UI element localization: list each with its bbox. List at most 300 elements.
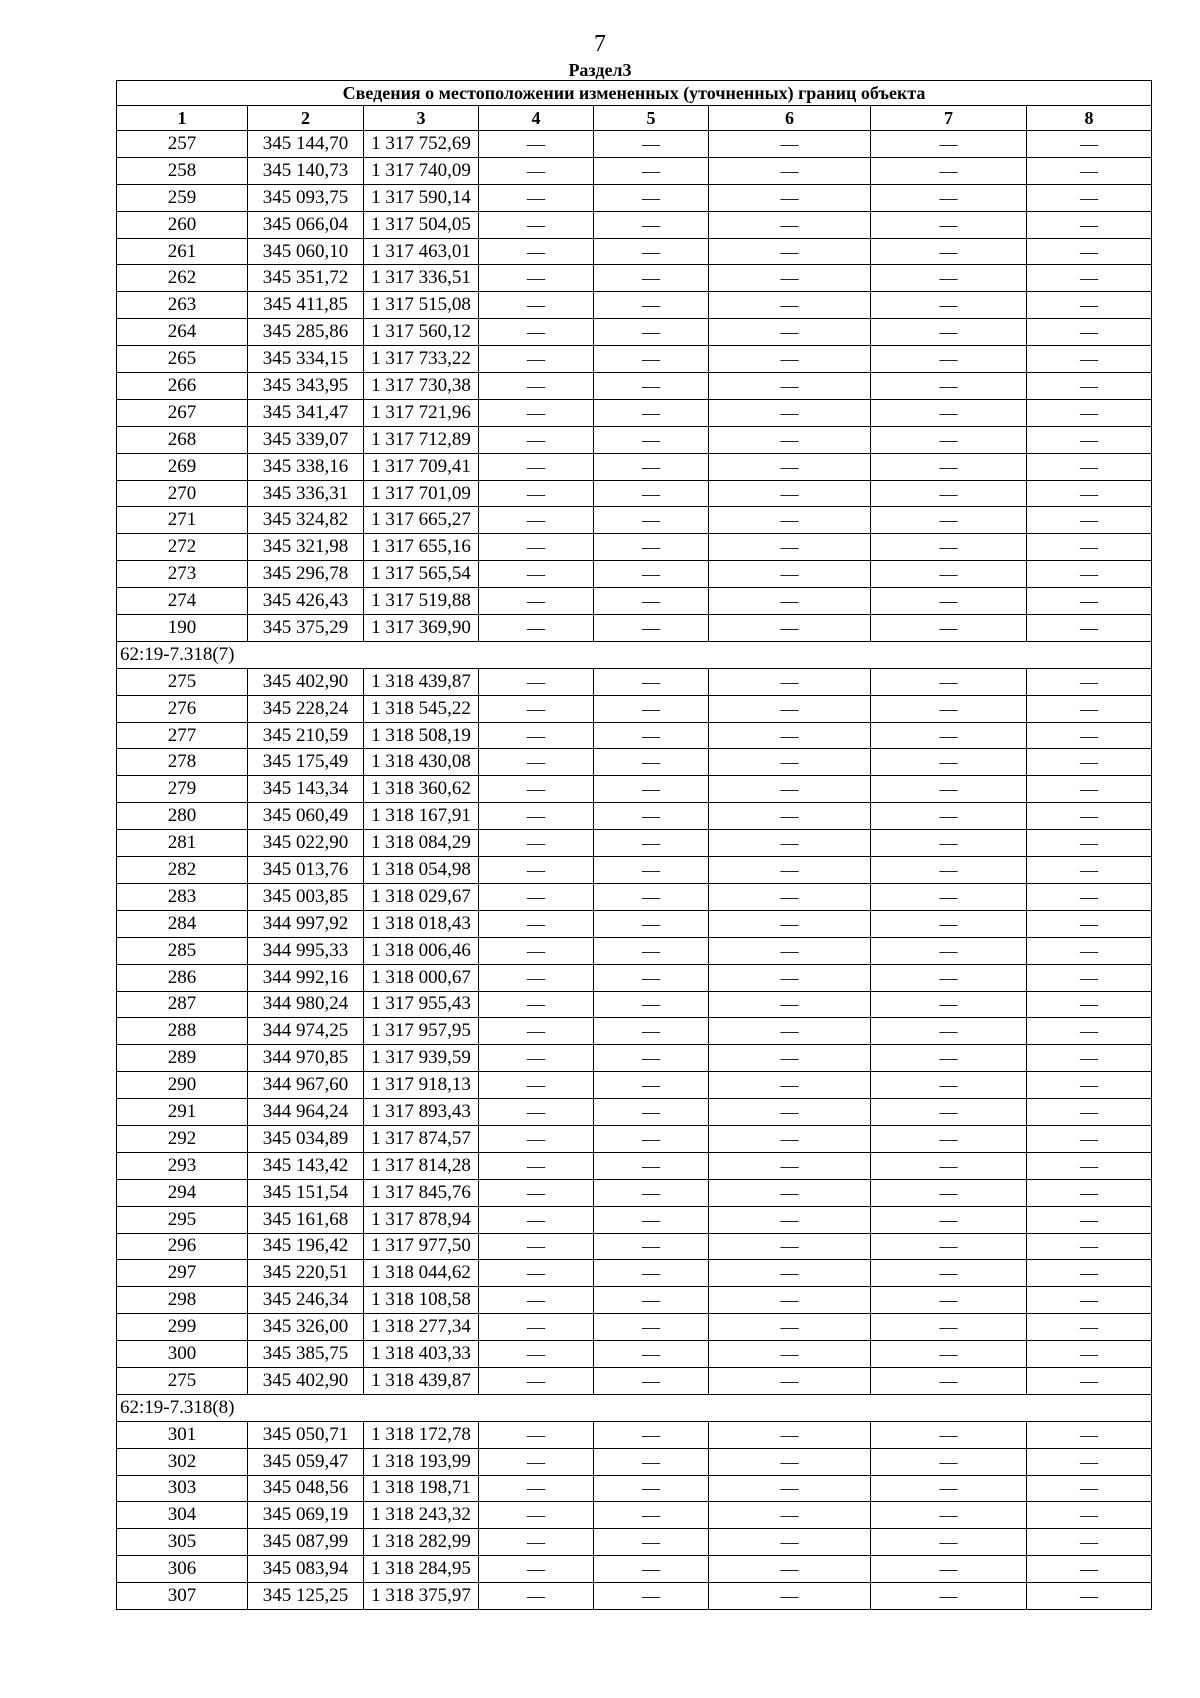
table-row <box>117 1529 1152 1556</box>
empty-value-cell: — <box>709 615 871 642</box>
empty-value-cell: — <box>479 749 594 776</box>
table-row <box>117 373 1152 400</box>
empty-value-cell: — <box>479 1018 594 1045</box>
empty-value-cell: — <box>594 157 709 184</box>
empty-value-cell: — <box>871 265 1027 292</box>
empty-value-cell: — <box>1027 1448 1152 1475</box>
coordinate-x-cell: 345 093,75 <box>248 184 364 211</box>
empty-value-cell: — <box>594 776 709 803</box>
empty-value-cell: — <box>594 131 709 158</box>
table-row <box>117 910 1152 937</box>
point-number-cell: 275 <box>117 1367 248 1394</box>
point-number-cell: 293 <box>117 1152 248 1179</box>
empty-value-cell: — <box>709 265 871 292</box>
empty-value-cell: — <box>594 319 709 346</box>
empty-value-cell: — <box>709 1260 871 1287</box>
coordinate-x-cell: 345 334,15 <box>248 346 364 373</box>
empty-value-cell: — <box>871 238 1027 265</box>
empty-value-cell: — <box>479 668 594 695</box>
empty-value-cell: — <box>871 292 1027 319</box>
empty-value-cell: — <box>709 184 871 211</box>
coordinate-x-cell: 345 402,90 <box>248 1367 364 1394</box>
empty-value-cell: — <box>479 480 594 507</box>
coordinate-x-cell: 345 050,71 <box>248 1421 364 1448</box>
group-label-row <box>117 1394 1152 1421</box>
empty-value-cell: — <box>709 480 871 507</box>
table-row <box>117 292 1152 319</box>
point-number-cell: 291 <box>117 1099 248 1126</box>
empty-value-cell: — <box>479 1260 594 1287</box>
empty-value-cell: — <box>594 265 709 292</box>
empty-value-cell: — <box>709 1072 871 1099</box>
coordinate-x-cell: 345 210,59 <box>248 722 364 749</box>
point-number-cell: 283 <box>117 883 248 910</box>
coordinate-y-cell: 1 318 029,67 <box>364 883 479 910</box>
table-row <box>117 991 1152 1018</box>
empty-value-cell: — <box>709 749 871 776</box>
table-row <box>117 1341 1152 1368</box>
point-number-cell: 269 <box>117 453 248 480</box>
empty-value-cell: — <box>1027 1314 1152 1341</box>
empty-value-cell: — <box>871 1529 1027 1556</box>
point-number-cell: 260 <box>117 211 248 238</box>
coordinate-x-cell: 344 970,85 <box>248 1045 364 1072</box>
empty-value-cell: — <box>479 157 594 184</box>
empty-value-cell: — <box>709 1179 871 1206</box>
point-number-cell: 285 <box>117 937 248 964</box>
table-row <box>117 1583 1152 1610</box>
coordinate-y-cell: 1 317 515,08 <box>364 292 479 319</box>
empty-value-cell: — <box>1027 157 1152 184</box>
empty-value-cell: — <box>1027 1421 1152 1448</box>
coordinate-x-cell: 345 296,78 <box>248 561 364 588</box>
point-number-cell: 267 <box>117 399 248 426</box>
empty-value-cell: — <box>1027 1018 1152 1045</box>
empty-value-cell: — <box>709 1421 871 1448</box>
empty-value-cell: — <box>1027 910 1152 937</box>
empty-value-cell: — <box>1027 211 1152 238</box>
empty-value-cell: — <box>1027 830 1152 857</box>
coordinate-x-cell: 345 411,85 <box>248 292 364 319</box>
table-row <box>117 937 1152 964</box>
coordinate-x-cell: 344 980,24 <box>248 991 364 1018</box>
point-number-cell: 281 <box>117 830 248 857</box>
empty-value-cell: — <box>871 1448 1027 1475</box>
coordinate-y-cell: 1 318 439,87 <box>364 1367 479 1394</box>
empty-value-cell: — <box>594 1072 709 1099</box>
empty-value-cell: — <box>594 399 709 426</box>
point-number-cell: 190 <box>117 615 248 642</box>
empty-value-cell: — <box>479 453 594 480</box>
empty-value-cell: — <box>871 615 1027 642</box>
table-row <box>117 749 1152 776</box>
empty-value-cell: — <box>1027 615 1152 642</box>
empty-value-cell: — <box>479 857 594 884</box>
coordinate-x-cell: 345 069,19 <box>248 1502 364 1529</box>
empty-value-cell: — <box>871 157 1027 184</box>
point-number-cell: 273 <box>117 561 248 588</box>
coordinate-x-cell: 345 151,54 <box>248 1179 364 1206</box>
coordinate-y-cell: 1 318 360,62 <box>364 776 479 803</box>
empty-value-cell: — <box>871 749 1027 776</box>
table-row <box>117 1018 1152 1045</box>
point-number-cell: 275 <box>117 668 248 695</box>
empty-value-cell: — <box>1027 238 1152 265</box>
coordinate-y-cell: 1 318 282,99 <box>364 1529 479 1556</box>
empty-value-cell: — <box>871 964 1027 991</box>
point-number-cell: 266 <box>117 373 248 400</box>
empty-value-cell: — <box>594 615 709 642</box>
empty-value-cell: — <box>594 1152 709 1179</box>
empty-value-cell: — <box>871 507 1027 534</box>
empty-value-cell: — <box>479 346 594 373</box>
table-row <box>117 1367 1152 1394</box>
empty-value-cell: — <box>479 722 594 749</box>
empty-value-cell: — <box>594 561 709 588</box>
empty-value-cell: — <box>709 157 871 184</box>
coordinate-y-cell: 1 317 955,43 <box>364 991 479 1018</box>
empty-value-cell: — <box>594 1583 709 1610</box>
empty-value-cell: — <box>479 373 594 400</box>
empty-value-cell: — <box>1027 964 1152 991</box>
coordinate-y-cell: 1 317 336,51 <box>364 265 479 292</box>
empty-value-cell: — <box>479 1206 594 1233</box>
coordinate-x-cell: 345 343,95 <box>248 373 364 400</box>
point-number-cell: 288 <box>117 1018 248 1045</box>
coordinate-y-cell: 1 317 655,16 <box>364 534 479 561</box>
table-row <box>117 1152 1152 1179</box>
coordinate-y-cell: 1 317 369,90 <box>364 615 479 642</box>
empty-value-cell: — <box>871 695 1027 722</box>
column-header: 5 <box>594 106 709 131</box>
empty-value-cell: — <box>479 1475 594 1502</box>
table-row <box>117 426 1152 453</box>
empty-value-cell: — <box>1027 1529 1152 1556</box>
empty-value-cell: — <box>479 1529 594 1556</box>
empty-value-cell: — <box>709 507 871 534</box>
coordinate-x-cell: 345 066,04 <box>248 211 364 238</box>
table-row <box>117 1233 1152 1260</box>
empty-value-cell: — <box>594 803 709 830</box>
empty-value-cell: — <box>479 1099 594 1126</box>
point-number-cell: 278 <box>117 749 248 776</box>
empty-value-cell: — <box>594 1502 709 1529</box>
coordinate-y-cell: 1 318 006,46 <box>364 937 479 964</box>
coordinate-y-cell: 1 317 918,13 <box>364 1072 479 1099</box>
empty-value-cell: — <box>479 507 594 534</box>
coordinate-y-cell: 1 318 439,87 <box>364 668 479 695</box>
empty-value-cell: — <box>479 695 594 722</box>
empty-value-cell: — <box>479 964 594 991</box>
coordinate-y-cell: 1 318 508,19 <box>364 722 479 749</box>
point-number-cell: 268 <box>117 426 248 453</box>
coordinate-y-cell: 1 318 000,67 <box>364 964 479 991</box>
empty-value-cell: — <box>1027 695 1152 722</box>
empty-value-cell: — <box>871 937 1027 964</box>
page-number: 7 <box>594 31 606 57</box>
empty-value-cell: — <box>871 561 1027 588</box>
table-row <box>117 776 1152 803</box>
empty-value-cell: — <box>479 1233 594 1260</box>
empty-value-cell: — <box>709 238 871 265</box>
empty-value-cell: — <box>709 1502 871 1529</box>
table-row <box>117 1260 1152 1287</box>
table-body <box>117 81 1152 1610</box>
empty-value-cell: — <box>594 1421 709 1448</box>
table-title-row <box>117 81 1152 106</box>
empty-value-cell: — <box>871 1583 1027 1610</box>
section-title: Раздел3 <box>568 60 632 80</box>
empty-value-cell: — <box>709 1448 871 1475</box>
empty-value-cell: — <box>594 964 709 991</box>
empty-value-cell: — <box>594 857 709 884</box>
coordinate-x-cell: 345 125,25 <box>248 1583 364 1610</box>
table-row <box>117 534 1152 561</box>
group-label-row <box>117 641 1152 668</box>
empty-value-cell: — <box>594 1448 709 1475</box>
empty-value-cell: — <box>594 1341 709 1368</box>
empty-value-cell: — <box>709 1045 871 1072</box>
table-row <box>117 1475 1152 1502</box>
empty-value-cell: — <box>479 991 594 1018</box>
empty-value-cell: — <box>1027 1260 1152 1287</box>
coordinate-y-cell: 1 317 893,43 <box>364 1099 479 1126</box>
table-row <box>117 561 1152 588</box>
empty-value-cell: — <box>871 1018 1027 1045</box>
empty-value-cell: — <box>479 534 594 561</box>
empty-value-cell: — <box>871 1152 1027 1179</box>
coordinate-y-cell: 1 318 167,91 <box>364 803 479 830</box>
point-number-cell: 280 <box>117 803 248 830</box>
empty-value-cell: — <box>871 1260 1027 1287</box>
empty-value-cell: — <box>594 534 709 561</box>
table-row <box>117 588 1152 615</box>
empty-value-cell: — <box>1027 588 1152 615</box>
empty-value-cell: — <box>1027 426 1152 453</box>
empty-value-cell: — <box>709 319 871 346</box>
empty-value-cell: — <box>594 1125 709 1152</box>
empty-value-cell: — <box>871 910 1027 937</box>
empty-value-cell: — <box>1027 1287 1152 1314</box>
point-number-cell: 261 <box>117 238 248 265</box>
empty-value-cell: — <box>479 1341 594 1368</box>
empty-value-cell: — <box>709 1152 871 1179</box>
coordinate-y-cell: 1 318 198,71 <box>364 1475 479 1502</box>
empty-value-cell: — <box>709 776 871 803</box>
empty-value-cell: — <box>594 1233 709 1260</box>
coordinate-x-cell: 345 059,47 <box>248 1448 364 1475</box>
table-row <box>117 131 1152 158</box>
coordinate-x-cell: 345 220,51 <box>248 1260 364 1287</box>
empty-value-cell: — <box>709 588 871 615</box>
coordinate-x-cell: 345 083,94 <box>248 1556 364 1583</box>
empty-value-cell: — <box>709 857 871 884</box>
coordinate-y-cell: 1 317 752,69 <box>364 131 479 158</box>
empty-value-cell: — <box>1027 507 1152 534</box>
point-number-cell: 282 <box>117 857 248 884</box>
empty-value-cell: — <box>709 346 871 373</box>
table-row <box>117 1045 1152 1072</box>
table-row <box>117 1421 1152 1448</box>
empty-value-cell: — <box>1027 1125 1152 1152</box>
empty-value-cell: — <box>479 1502 594 1529</box>
empty-value-cell: — <box>871 830 1027 857</box>
empty-value-cell: — <box>594 910 709 937</box>
table-row <box>117 964 1152 991</box>
empty-value-cell: — <box>594 184 709 211</box>
empty-value-cell: — <box>871 1072 1027 1099</box>
coordinate-x-cell: 345 385,75 <box>248 1341 364 1368</box>
coordinate-x-cell: 345 060,10 <box>248 238 364 265</box>
empty-value-cell: — <box>709 991 871 1018</box>
coordinate-x-cell: 345 324,82 <box>248 507 364 534</box>
coordinate-x-cell: 345 326,00 <box>248 1314 364 1341</box>
empty-value-cell: — <box>709 373 871 400</box>
empty-value-cell: — <box>709 534 871 561</box>
coordinate-y-cell: 1 318 430,08 <box>364 749 479 776</box>
coordinate-x-cell: 345 034,89 <box>248 1125 364 1152</box>
table-row <box>117 803 1152 830</box>
coordinate-y-cell: 1 318 193,99 <box>364 1448 479 1475</box>
empty-value-cell: — <box>709 292 871 319</box>
empty-value-cell: — <box>871 1179 1027 1206</box>
coordinate-x-cell: 345 336,31 <box>248 480 364 507</box>
point-number-cell: 274 <box>117 588 248 615</box>
empty-value-cell: — <box>1027 1502 1152 1529</box>
empty-value-cell: — <box>871 534 1027 561</box>
empty-value-cell: — <box>479 1287 594 1314</box>
empty-value-cell: — <box>709 1583 871 1610</box>
empty-value-cell: — <box>709 1341 871 1368</box>
coordinate-y-cell: 1 317 463,01 <box>364 238 479 265</box>
empty-value-cell: — <box>1027 346 1152 373</box>
empty-value-cell: — <box>1027 1233 1152 1260</box>
coordinate-y-cell: 1 318 018,43 <box>364 910 479 937</box>
coordinate-y-cell: 1 317 845,76 <box>364 1179 479 1206</box>
empty-value-cell: — <box>594 1556 709 1583</box>
point-number-cell: 294 <box>117 1179 248 1206</box>
coordinate-y-cell: 1 317 939,59 <box>364 1045 479 1072</box>
empty-value-cell: — <box>871 453 1027 480</box>
empty-value-cell: — <box>1027 1367 1152 1394</box>
empty-value-cell: — <box>1027 937 1152 964</box>
column-header: 8 <box>1027 106 1152 131</box>
empty-value-cell: — <box>871 668 1027 695</box>
coordinate-x-cell: 345 246,34 <box>248 1287 364 1314</box>
empty-value-cell: — <box>709 561 871 588</box>
empty-value-cell: — <box>594 426 709 453</box>
empty-value-cell: — <box>594 1475 709 1502</box>
empty-value-cell: — <box>1027 561 1152 588</box>
coordinate-x-cell: 344 967,60 <box>248 1072 364 1099</box>
coordinate-x-cell: 345 321,98 <box>248 534 364 561</box>
empty-value-cell: — <box>479 1314 594 1341</box>
empty-value-cell: — <box>709 1287 871 1314</box>
coordinate-x-cell: 345 285,86 <box>248 319 364 346</box>
empty-value-cell: — <box>594 883 709 910</box>
empty-value-cell: — <box>479 184 594 211</box>
empty-value-cell: — <box>479 211 594 238</box>
empty-value-cell: — <box>1027 991 1152 1018</box>
column-header-row <box>117 106 1152 131</box>
empty-value-cell: — <box>479 426 594 453</box>
empty-value-cell: — <box>594 1367 709 1394</box>
point-number-cell: 298 <box>117 1287 248 1314</box>
empty-value-cell: — <box>871 1502 1027 1529</box>
empty-value-cell: — <box>871 480 1027 507</box>
empty-value-cell: — <box>479 937 594 964</box>
table-row <box>117 1179 1152 1206</box>
empty-value-cell: — <box>479 1179 594 1206</box>
empty-value-cell: — <box>594 373 709 400</box>
empty-value-cell: — <box>871 1314 1027 1341</box>
empty-value-cell: — <box>709 1529 871 1556</box>
table-row <box>117 399 1152 426</box>
empty-value-cell: — <box>594 211 709 238</box>
empty-value-cell: — <box>1027 776 1152 803</box>
empty-value-cell: — <box>871 319 1027 346</box>
table-row <box>117 1099 1152 1126</box>
table-row <box>117 615 1152 642</box>
empty-value-cell: — <box>479 238 594 265</box>
point-number-cell: 292 <box>117 1125 248 1152</box>
point-number-cell: 272 <box>117 534 248 561</box>
coordinate-x-cell: 345 143,34 <box>248 776 364 803</box>
table-row <box>117 265 1152 292</box>
coordinate-x-cell: 345 161,68 <box>248 1206 364 1233</box>
empty-value-cell: — <box>871 426 1027 453</box>
empty-value-cell: — <box>594 1045 709 1072</box>
empty-value-cell: — <box>479 803 594 830</box>
coordinate-x-cell: 345 087,99 <box>248 1529 364 1556</box>
coordinate-y-cell: 1 317 504,05 <box>364 211 479 238</box>
table-row <box>117 830 1152 857</box>
coordinate-y-cell: 1 317 721,96 <box>364 399 479 426</box>
column-header: 2 <box>248 106 364 131</box>
empty-value-cell: — <box>709 1233 871 1260</box>
empty-value-cell: — <box>1027 857 1152 884</box>
coordinate-y-cell: 1 317 565,54 <box>364 561 479 588</box>
empty-value-cell: — <box>871 722 1027 749</box>
coordinate-y-cell: 1 317 733,22 <box>364 346 479 373</box>
empty-value-cell: — <box>479 399 594 426</box>
empty-value-cell: — <box>479 1583 594 1610</box>
empty-value-cell: — <box>1027 399 1152 426</box>
coordinate-y-cell: 1 317 709,41 <box>364 453 479 480</box>
empty-value-cell: — <box>709 211 871 238</box>
empty-value-cell: — <box>871 346 1027 373</box>
empty-value-cell: — <box>594 346 709 373</box>
empty-value-cell: — <box>1027 292 1152 319</box>
coordinate-x-cell: 345 228,24 <box>248 695 364 722</box>
empty-value-cell: — <box>594 991 709 1018</box>
empty-value-cell: — <box>709 1125 871 1152</box>
point-number-cell: 304 <box>117 1502 248 1529</box>
table-row <box>117 1206 1152 1233</box>
point-number-cell: 305 <box>117 1529 248 1556</box>
point-number-cell: 259 <box>117 184 248 211</box>
coordinate-y-cell: 1 318 084,29 <box>364 830 479 857</box>
point-number-cell: 302 <box>117 1448 248 1475</box>
empty-value-cell: — <box>594 1529 709 1556</box>
empty-value-cell: — <box>479 588 594 615</box>
empty-value-cell: — <box>594 480 709 507</box>
table-row <box>117 1556 1152 1583</box>
point-number-cell: 290 <box>117 1072 248 1099</box>
coordinate-x-cell: 345 048,56 <box>248 1475 364 1502</box>
empty-value-cell: — <box>709 1314 871 1341</box>
coordinate-y-cell: 1 317 701,09 <box>364 480 479 507</box>
